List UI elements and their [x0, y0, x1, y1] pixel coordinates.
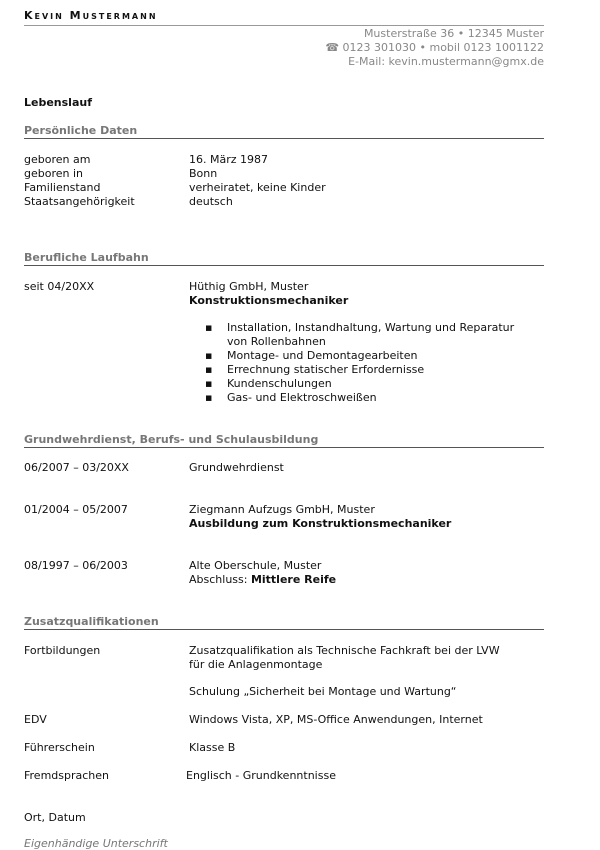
contact-address: Musterstraße 36 • 12345 Muster [363, 27, 544, 40]
value-fuehrerschein: Klasse B [189, 741, 236, 754]
education-period: 01/2004 – 05/2007 [24, 503, 128, 516]
task-item [205, 363, 424, 377]
document-title: Lebenslauf [24, 96, 92, 109]
label-fremdsprachen: Fremdsprachen [24, 769, 110, 782]
education-line-degree [189, 573, 336, 587]
contact-block [325, 27, 544, 69]
task-item [205, 377, 332, 391]
cv-name: Kevin Mustermann [24, 9, 158, 22]
value-birthplace: Bonn [189, 167, 218, 180]
degree-prefix: Abschluss: [189, 573, 251, 586]
header-rule [24, 25, 544, 26]
label-marital: Familienstand [24, 181, 101, 194]
value-fremdsprachen: Englisch - Grundkenntnisse [186, 769, 336, 782]
task-text: Gas- und Elektroschweißen [227, 391, 377, 404]
label-birthplace: geboren in [24, 167, 84, 180]
label-fuehrerschein: Führerschein [24, 741, 95, 754]
label-nationality: Staatsangehörigkeit [24, 195, 135, 208]
contact-phone-line [325, 41, 544, 55]
section-rule [24, 447, 544, 448]
section-title-extra: Zusatzqualifikationen [24, 615, 159, 628]
signature-label: Eigenhändige Unterschrift [24, 837, 168, 850]
value-marital: verheiratet, keine Kinder [189, 181, 326, 194]
education-line: Alte Oberschule, Muster [189, 559, 322, 572]
education-degree: Ausbildung zum Konstruktionsmechaniker [189, 517, 452, 530]
label-edv: EDV [24, 713, 47, 726]
section-title-career: Berufliche Laufbahn [24, 251, 149, 264]
education-line: Ziegmann Aufzugs GmbH, Muster [189, 503, 375, 516]
place-date: Ort, Datum [24, 811, 86, 824]
bullet-icon: ▪ [205, 377, 213, 390]
task-item [205, 321, 514, 349]
bullet-icon: ▪ [205, 321, 213, 334]
task-item [205, 349, 417, 363]
education-period: 06/2007 – 03/20XX [24, 461, 129, 474]
task-item [205, 391, 377, 405]
career-position-text: Konstruktionsmechaniker [189, 294, 349, 307]
section-rule [24, 138, 544, 139]
contact-phone: 0123 301030 • mobil 0123 1001122 [342, 41, 544, 54]
task-text: Errechnung statischer Erfordernisse [227, 363, 425, 376]
career-employer: Hüthig GmbH, Muster [189, 280, 309, 293]
career-period: seit 04/20XX [24, 280, 95, 293]
task-text-cont: von Rollenbahnen [227, 335, 326, 348]
career-position [189, 294, 348, 308]
label-fortbildungen: Fortbildungen [24, 644, 101, 657]
value-nationality: deutsch [189, 195, 233, 208]
task-text: Montage- und Demontagearbeiten [227, 349, 418, 362]
value-fortbildungen-1b: für die Anlagenmontage [189, 658, 323, 671]
value-edv: Windows Vista, XP, MS-Office Anwendungen, Internet [189, 713, 483, 726]
section-rule [24, 629, 544, 630]
value-birthdate: 16. März 1987 [189, 153, 269, 166]
bullet-icon: ▪ [205, 349, 213, 362]
value-fortbildungen-1a: Zusatzqualifikation als Technische Fachkraft bei der LVW [189, 644, 500, 657]
value-fortbildungen-2: Schulung „Sicherheit bei Montage und Wartung“ [189, 685, 457, 698]
education-period: 08/1997 – 06/2003 [24, 559, 128, 572]
bullet-icon: ▪ [205, 363, 213, 376]
section-rule [24, 265, 544, 266]
section-title-education: Grundwehrdienst, Berufs- und Schulausbildung [24, 433, 319, 446]
contact-email: E-Mail: kevin.mustermann@gmx.de [348, 55, 544, 68]
task-text: Installation, Instandhaltung, Wartung und Reparatur [227, 321, 515, 334]
label-birthdate: geboren am [24, 153, 91, 166]
education-line-bold [189, 517, 451, 531]
bullet-icon: ▪ [205, 391, 213, 404]
education-line: Grundwehrdienst [189, 461, 284, 474]
section-title-personal: Persönliche Daten [24, 124, 138, 137]
degree-value: Mittlere Reife [250, 573, 337, 586]
phone-icon: ☎ [325, 41, 340, 54]
task-text: Kundenschulungen [227, 377, 332, 390]
